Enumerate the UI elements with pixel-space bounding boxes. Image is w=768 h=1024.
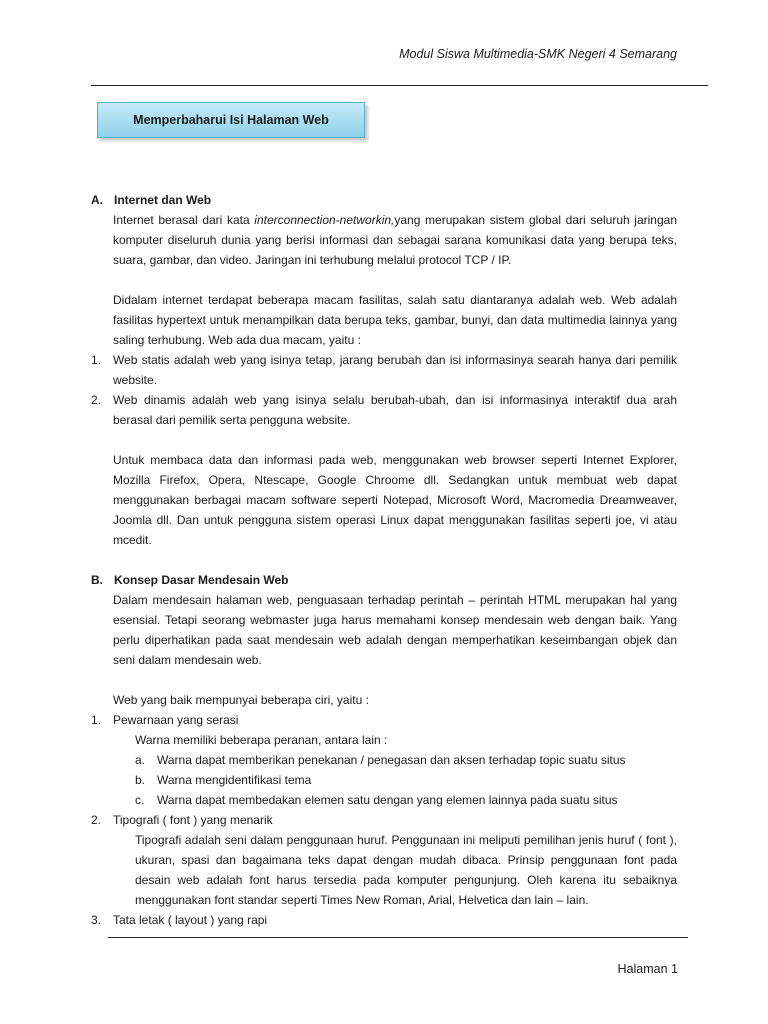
list-number: 2. bbox=[91, 393, 102, 407]
sub-list-text: Warna dapat membedakan elemen satu dengan yang elemen lainnya pada suatu situs bbox=[157, 793, 618, 807]
italic-term: interconnection-networkin, bbox=[254, 213, 395, 227]
paragraph: Web yang baik mempunyai beberapa ciri, yaitu : bbox=[113, 693, 369, 707]
chapter-title-box bbox=[97, 102, 365, 138]
list-intro: Warna memiliki beberapa peranan, antara lain : bbox=[135, 733, 388, 747]
list-text: Web dinamis adalah web yang isinya selalu berubah-ubah, dan isi informasinya interaktif dua arah berasal dari pemilik serta pengguna website. bbox=[113, 393, 677, 427]
running-header: Modul Siswa Multimedia-SMK Negeri 4 Semarang bbox=[399, 47, 677, 61]
chapter-title: Memperbaharui Isi Halaman Web bbox=[133, 113, 329, 127]
list-item bbox=[91, 710, 677, 730]
sub-list-letter: b. bbox=[135, 773, 146, 787]
list-text: Tipografi ( font ) yang menarik bbox=[113, 813, 273, 827]
sub-list-item bbox=[135, 770, 677, 790]
page-number: Halaman 1 bbox=[617, 962, 678, 976]
list-number: 1. bbox=[91, 353, 102, 367]
sub-list-letter: c. bbox=[135, 793, 145, 807]
document-body bbox=[91, 190, 677, 930]
paragraph: Didalam internet terdapat beberapa macam fasilitas, salah satu diantaranya adalah web. Web adalah fasilitas hypertext untuk menampilkan data berupa teks, gambar, bunyi, dan data multimedia lainnya yang saling terhubung. Web ada dua macam, yaitu : bbox=[113, 293, 677, 347]
paragraph bbox=[113, 210, 677, 270]
list-number: 3. bbox=[91, 913, 102, 927]
section-title: Internet dan Web bbox=[114, 193, 212, 207]
list-item bbox=[91, 350, 677, 390]
sub-list-text: Warna mengidentifikasi tema bbox=[157, 773, 312, 787]
paragraph: Dalam mendesain halaman web, penguasaan terhadap perintah – perintah HTML merupakan hal yang esensial. Tetapi seorang webmaster juga harus memahami konsep mendesain web dengan baik. Yang perlu diperhatikan pada saat mendesain web adalah dengan memperhatikan keseimbangan objek dan seni dalam mendesain web. bbox=[113, 593, 677, 667]
list-item bbox=[91, 390, 677, 430]
list-number: 2. bbox=[91, 813, 102, 827]
section-letter: A. bbox=[91, 193, 103, 207]
section-b-heading bbox=[91, 570, 677, 590]
paragraph-text: yang merupakan sistem global dari seluruh jaringan komputer diseluruh dunia yang berisi informasi dan sebagai sarana komunikasi data yang berupa teks, suara, gambar, dan video. Jaringan ini terhubung melalui protocol TCP / IP. bbox=[113, 213, 678, 267]
sub-list-item bbox=[135, 750, 677, 770]
paragraph-text: Internet berasal dari kata bbox=[113, 213, 255, 227]
list-item bbox=[91, 810, 677, 830]
header-divider bbox=[91, 85, 708, 86]
list-number: 1. bbox=[91, 713, 102, 727]
sub-list-item bbox=[135, 790, 677, 810]
list-text: Tata letak ( layout ) yang rapi bbox=[113, 913, 268, 927]
paragraph: Untuk membaca data dan informasi pada web, menggunakan web browser seperti Internet Explorer, Mozilla Firefox, Opera, Ntescape, Google Chroome dll. Sedangkan untuk membuat web dapat menggunakan berbagai macam software seperti Notepad, Microsoft Word, Macromedia Dreamweaver, Joomla dll. Dan untuk pengguna sistem operasi Linux dapat menggunakan fasilitas seperti joe, vi atau mcedit. bbox=[113, 453, 677, 547]
sub-list-text: Warna dapat memberikan penekanan / penegasan dan aksen terhadap topic suatu situs bbox=[157, 753, 626, 767]
section-letter: B. bbox=[91, 573, 103, 587]
section-title: Konsep Dasar Mendesain Web bbox=[114, 573, 289, 587]
paragraph: Tipografi adalah seni dalam penggunaan huruf. Penggunaan ini meliputi pemilihan jenis huruf ( font ), ukuran, spasi dan bagaimana teks dapat dengan mudah dibaca. Prinsip penggunaan font pada desain web adalah font harus tersedia pada komputer pengunjung. Oleh karena itu sebaiknya menggunakan font standar seperti Times New Roman, Arial, Helvetica dan lain – lain. bbox=[135, 833, 677, 907]
list-item bbox=[91, 910, 677, 930]
section-a-heading bbox=[91, 190, 677, 210]
list-text: Pewarnaan yang serasi bbox=[113, 713, 239, 727]
list-text: Web statis adalah web yang isinya tetap, jarang berubah dan isi informasinya searah hanya dari pemilik website. bbox=[113, 353, 677, 387]
sub-list-letter: a. bbox=[135, 753, 146, 767]
footer-divider bbox=[108, 937, 688, 938]
